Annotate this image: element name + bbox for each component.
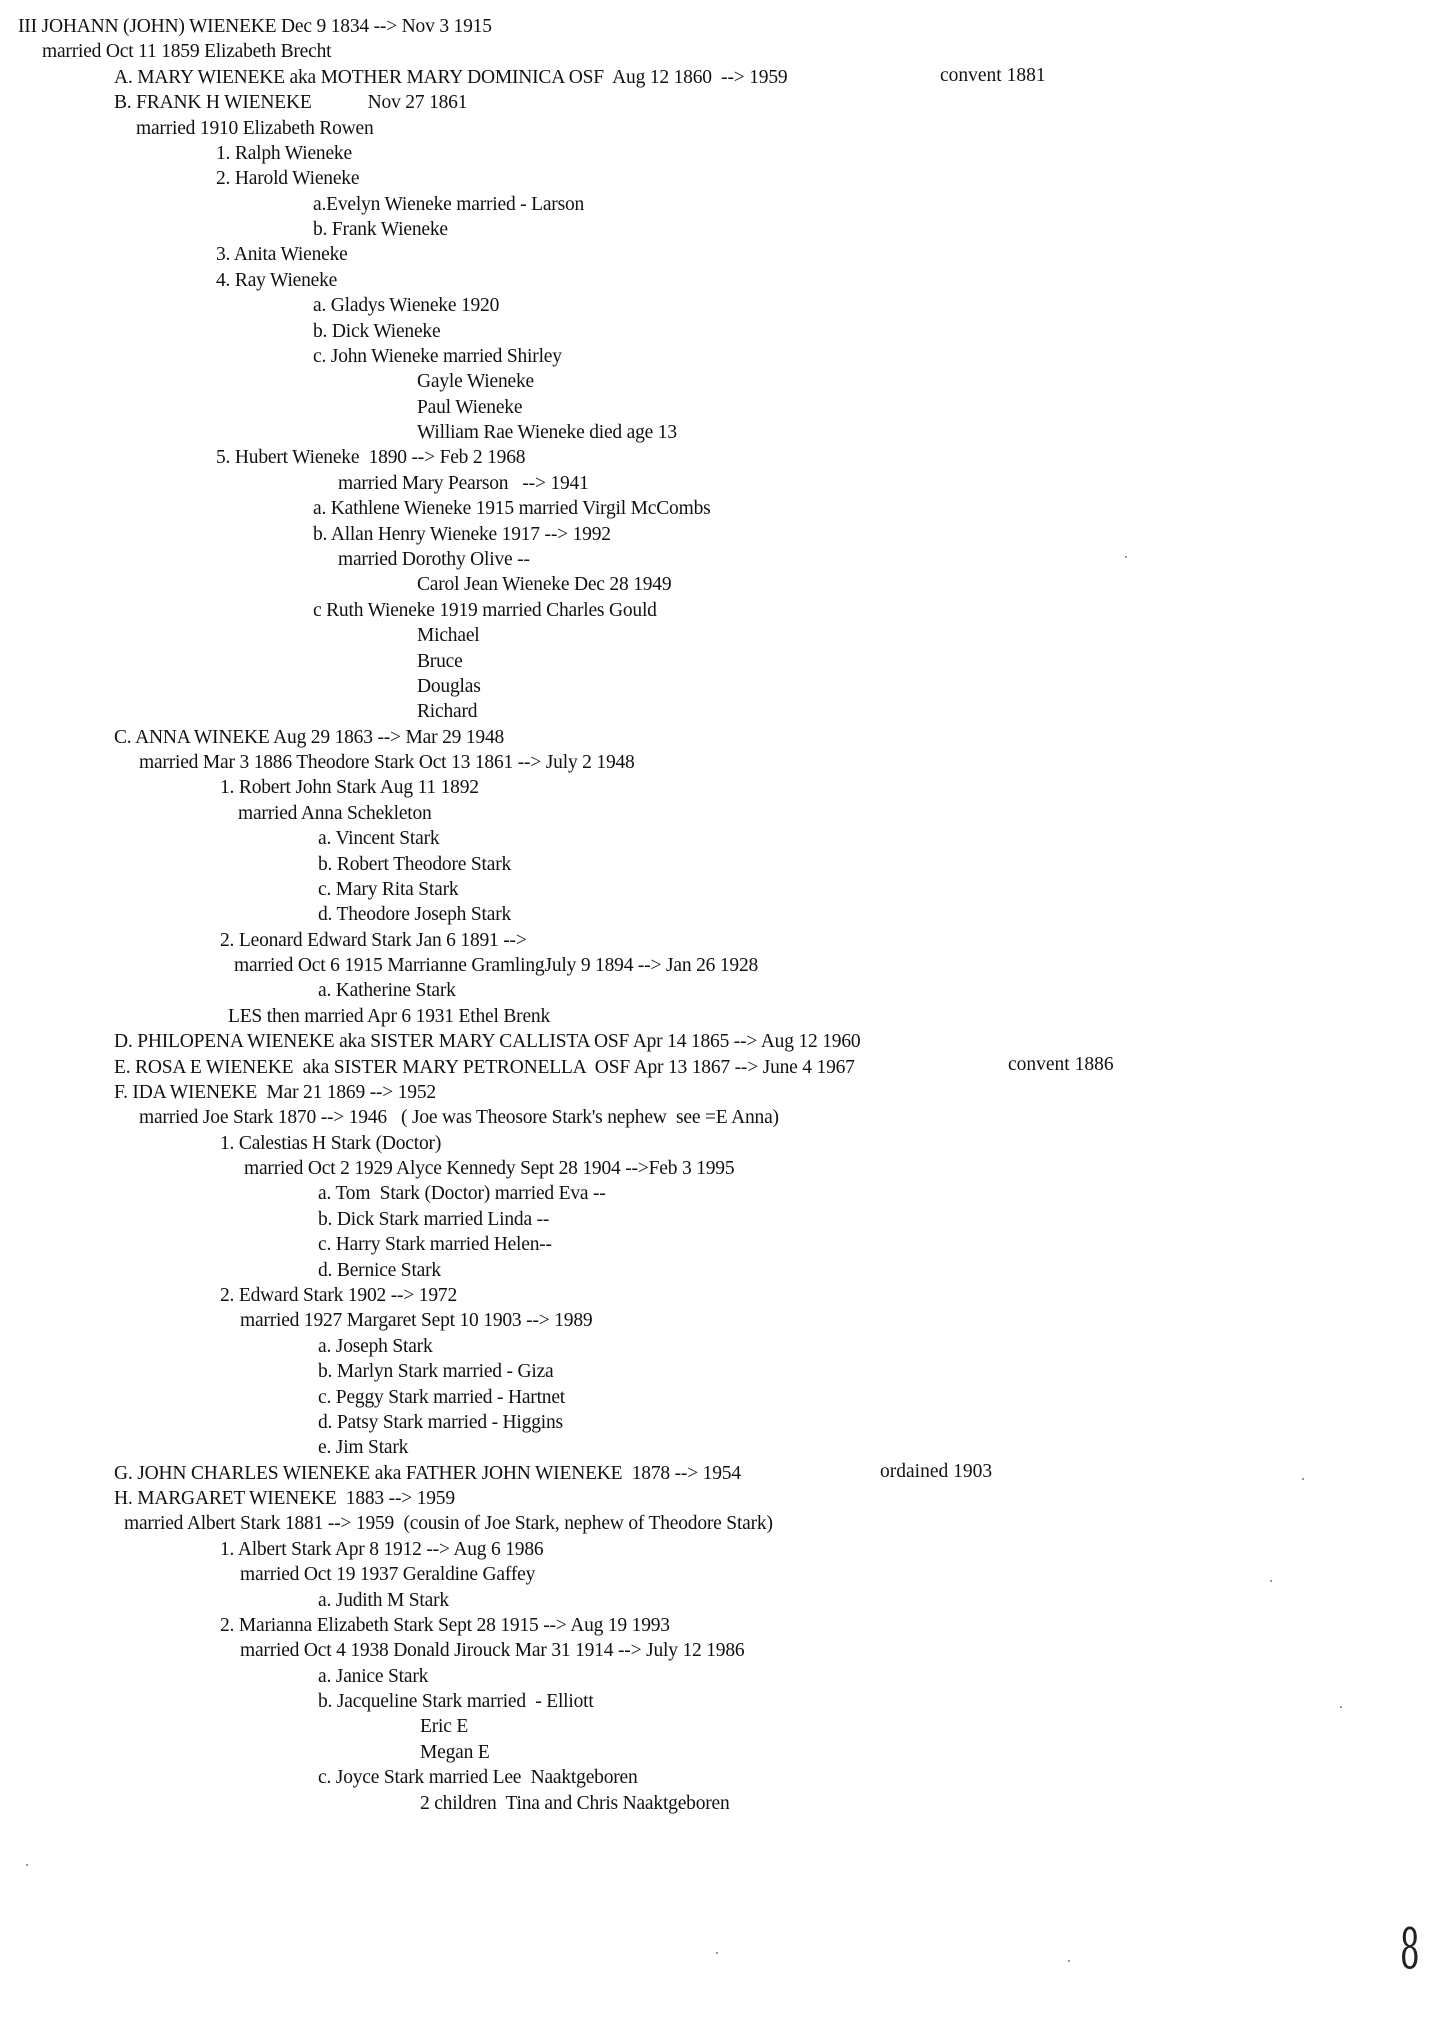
scan-speck bbox=[1340, 1706, 1342, 1708]
genealogy-line: a.Evelyn Wieneke married - Larson bbox=[313, 193, 585, 215]
genealogy-line: b. Allan Henry Wieneke 1917 --> 1992 bbox=[313, 523, 611, 545]
genealogy-line: 2. Marianna Elizabeth Stark Sept 28 1915 --> Aug 19 1993 bbox=[220, 1614, 670, 1636]
genealogy-line: married Oct 2 1929 Alyce Kennedy Sept 28 1904 -->Feb 3 1995 bbox=[244, 1158, 735, 1180]
genealogy-line: a. Katherine Stark bbox=[318, 980, 456, 1002]
scan-speck bbox=[716, 1952, 718, 1954]
genealogy-line: G. JOHN CHARLES WIENEKE aka FATHER JOHN WIENEKE 1878 --> 1954 bbox=[114, 1462, 741, 1484]
genealogy-line: married 1927 Margaret Sept 10 1903 --> 1989 bbox=[240, 1310, 593, 1332]
genealogy-line: married Oct 6 1915 Marrianne GramlingJuly 9 1894 --> Jan 26 1928 bbox=[234, 955, 759, 977]
genealogy-line: c. John Wieneke married Shirley bbox=[313, 345, 562, 367]
genealogy-line: Gayle Wieneke bbox=[417, 371, 534, 393]
genealogy-line: a. Judith M Stark bbox=[318, 1589, 449, 1611]
genealogy-line: 5. Hubert Wieneke 1890 --> Feb 2 1968 bbox=[216, 447, 526, 469]
scan-speck bbox=[1125, 556, 1127, 558]
genealogy-line: 2. Edward Stark 1902 --> 1972 bbox=[220, 1285, 457, 1306]
genealogy-line: D. PHILOPENA WIENEKE aka SISTER MARY CALLISTA OSF Apr 14 1865 --> Aug 12 1960 bbox=[114, 1031, 861, 1053]
genealogy-line: E. ROSA E WIENEKE aka SISTER MARY PETRONELLA OSF Apr 13 1867 --> June 4 1967 bbox=[114, 1056, 855, 1078]
genealogy-line: 2. Leonard Edward Stark Jan 6 1891 --> bbox=[220, 929, 527, 951]
genealogy-line: B. FRANK H WIENEKE Nov 27 1861 bbox=[114, 92, 468, 114]
genealogy-line: c. Mary Rita Stark bbox=[318, 878, 459, 900]
genealogy-line: Megan E bbox=[420, 1741, 490, 1763]
genealogy-line: III JOHANN (JOHN) WIENEKE Dec 9 1834 --> Nov 3 1915 bbox=[18, 16, 492, 37]
genealogy-line: 1. Robert John Stark Aug 11 1892 bbox=[220, 777, 479, 799]
genealogy-line: married Joe Stark 1870 --> 1946 ( Joe was Theosore Stark's nephew see =E Anna) bbox=[139, 1107, 779, 1129]
genealogy-line: c Ruth Wieneke 1919 married Charles Gould bbox=[313, 599, 657, 621]
genealogy-line: d. Patsy Stark married - Higgins bbox=[318, 1411, 563, 1433]
scan-speck bbox=[1068, 1960, 1070, 1962]
scan-speck bbox=[26, 1864, 28, 1866]
genealogy-line: 4. Ray Wieneke bbox=[216, 269, 338, 291]
genealogy-line: Paul Wieneke bbox=[417, 396, 523, 418]
genealogy-line: b. Frank Wieneke bbox=[313, 219, 448, 241]
genealogy-line: Eric E bbox=[420, 1716, 469, 1738]
genealogy-line: 1. Albert Stark Apr 8 1912 --> Aug 6 1986 bbox=[220, 1538, 544, 1560]
convent-note-e: convent 1886 bbox=[1008, 1054, 1114, 1075]
genealogy-line: c. Peggy Stark married - Hartnet bbox=[318, 1386, 566, 1408]
genealogy-line: Bruce bbox=[417, 650, 463, 672]
genealogy-line: A. MARY WIENEKE aka MOTHER MARY DOMINICA OSF Aug 12 1860 --> 1959 bbox=[114, 66, 788, 88]
genealogy-line: Douglas bbox=[417, 675, 481, 697]
genealogy-line: d. Theodore Joseph Stark bbox=[318, 904, 512, 926]
genealogy-line: a. Gladys Wieneke 1920 bbox=[313, 295, 500, 317]
genealogy-line: e. Jim Stark bbox=[318, 1437, 409, 1459]
genealogy-line: c. Harry Stark married Helen-- bbox=[318, 1234, 552, 1256]
genealogy-line: H. MARGARET WIENEKE 1883 --> 1959 bbox=[114, 1488, 455, 1510]
genealogy-line: married Oct 19 1937 Geraldine Gaffey bbox=[240, 1564, 536, 1586]
genealogy-line: d. Bernice Stark bbox=[318, 1259, 441, 1281]
genealogy-line: married Albert Stark 1881 --> 1959 (cousin of Joe Stark, nephew of Theodore Stark) bbox=[124, 1513, 773, 1535]
genealogy-line: married Mary Pearson --> 1941 bbox=[338, 472, 589, 494]
genealogy-line: a. Janice Stark bbox=[318, 1665, 429, 1687]
genealogy-line: married Oct 4 1938 Donald Jirouck Mar 31 1914 --> July 12 1986 bbox=[240, 1640, 745, 1662]
genealogy-line: Richard bbox=[417, 701, 478, 723]
genealogy-line: William Rae Wieneke died age 13 bbox=[417, 422, 677, 444]
handwritten-page-number: 8 bbox=[1400, 1917, 1420, 1982]
genealogy-line: C. ANNA WINEKE Aug 29 1863 --> Mar 29 1948 bbox=[114, 726, 505, 748]
genealogy-line: 2 children Tina and Chris Naaktgeboren bbox=[420, 1792, 730, 1814]
genealogy-line: b. Dick Stark married Linda -- bbox=[318, 1208, 550, 1230]
genealogy-line: married 1910 Elizabeth Rowen bbox=[136, 117, 374, 139]
genealogy-line: Michael bbox=[417, 625, 480, 647]
scan-speck bbox=[1270, 1580, 1272, 1582]
genealogy-line: married Anna Schekleton bbox=[238, 802, 432, 824]
ordained-note-g: ordained 1903 bbox=[880, 1461, 993, 1482]
convent-note-a: convent 1881 bbox=[940, 65, 1046, 86]
genealogy-line: Carol Jean Wieneke Dec 28 1949 bbox=[417, 574, 672, 596]
genealogy-line: 2. Harold Wieneke bbox=[216, 168, 360, 190]
genealogy-line: married Mar 3 1886 Theodore Stark Oct 13 1861 --> July 2 1948 bbox=[139, 752, 635, 774]
genealogy-line: LES then married Apr 6 1931 Ethel Brenk bbox=[228, 1005, 551, 1027]
genealogy-line: a. Joseph Stark bbox=[318, 1335, 433, 1357]
genealogy-line: F. IDA WIENEKE Mar 21 1869 --> 1952 bbox=[114, 1081, 436, 1103]
genealogy-line: a. Tom Stark (Doctor) married Eva -- bbox=[318, 1183, 606, 1205]
scan-speck bbox=[1302, 1478, 1304, 1480]
genealogy-line: a. Vincent Stark bbox=[318, 828, 440, 850]
genealogy-line: b. Jacqueline Stark married - Elliott bbox=[318, 1691, 594, 1713]
genealogy-line: a. Kathlene Wieneke 1915 married Virgil McCombs bbox=[313, 498, 711, 520]
genealogy-line: married Dorothy Olive -- bbox=[338, 548, 530, 570]
genealogy-line: 1. Ralph Wieneke bbox=[216, 142, 352, 164]
genealogy-line: married Oct 11 1859 Elizabeth Brecht bbox=[42, 41, 332, 63]
genealogy-line: b. Robert Theodore Stark bbox=[318, 853, 512, 875]
genealogy-line: c. Joyce Stark married Lee Naaktgeboren bbox=[318, 1767, 638, 1789]
genealogy-line: 3. Anita Wieneke bbox=[216, 244, 348, 266]
genealogy-line: b. Dick Wieneke bbox=[313, 320, 441, 342]
genealogy-line: b. Marlyn Stark married - Giza bbox=[318, 1361, 554, 1383]
genealogy-line: 1. Calestias H Stark (Doctor) bbox=[220, 1132, 442, 1154]
